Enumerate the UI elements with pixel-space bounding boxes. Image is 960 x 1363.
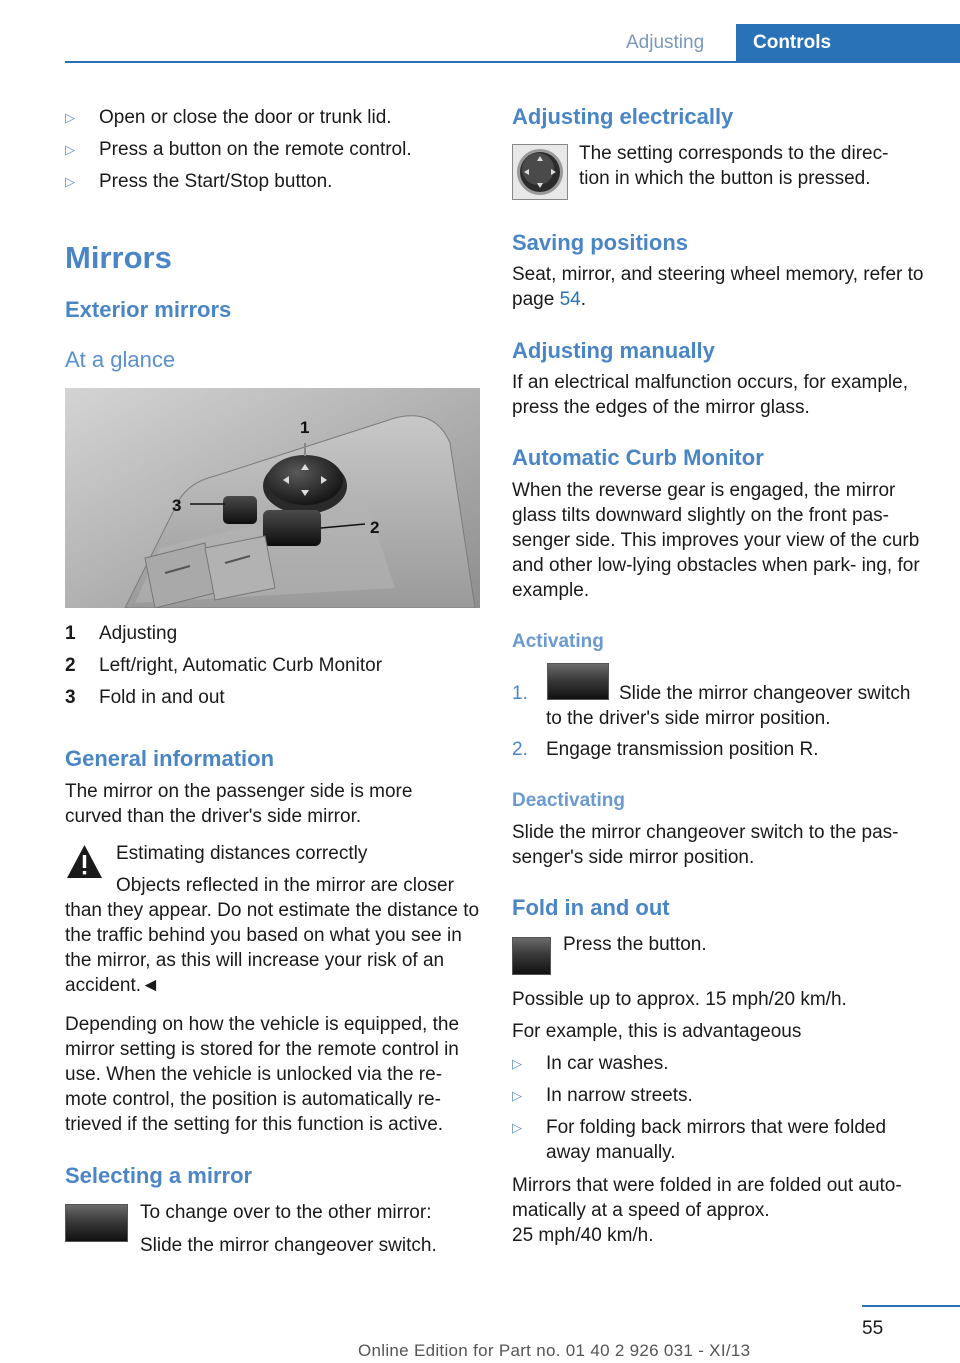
list-item: ▷ In narrow streets. <box>512 1085 693 1106</box>
intro-bullet-list <box>65 105 485 201</box>
general-info-text: The mirror on the passenger side is more curved than the driver's side mirror. <box>65 781 413 827</box>
possible-text: Possible up to approx. 15 mph/20 km/h. <box>512 989 847 1010</box>
warning-line: Objects reflected in the mirror are closer <box>116 875 454 896</box>
deactivating-text: Slide the mirror changeover switch to the pas‐ senger's side mirror position. <box>512 822 899 868</box>
warning-title: Estimating distances correctly <box>116 843 368 864</box>
saving-positions-text: Seat, mirror, and steering wheel memory, refer to page 54. <box>512 264 924 310</box>
deactivating-title: Deactivating <box>512 790 625 811</box>
list-item: ▷ For folding back mirrors that were folded away manually. <box>512 1117 887 1163</box>
fold-title: Fold in and out <box>512 895 670 920</box>
subsection-title: At a glance <box>65 347 176 372</box>
selecting-text: To change over to the other mirror: <box>140 1202 432 1223</box>
fold-button-icon <box>512 937 551 975</box>
triangle-bullet-icon: ▷ <box>65 174 75 189</box>
mirror-changeover-switch-icon <box>65 1204 128 1242</box>
header-tab-controls: Controls <box>736 24 960 62</box>
header-rule <box>65 61 960 63</box>
legend-item: 2 Left/right, Automatic Curb Monitor <box>65 655 383 676</box>
section-title: Exterior mirrors <box>65 297 232 322</box>
page-number: 55 <box>862 1318 884 1339</box>
mirror-controls-figure <box>65 388 480 608</box>
adjusting-electrically-title: Adjusting electrically <box>512 104 734 129</box>
header-section: Adjusting <box>626 32 705 53</box>
activating-step-text: Engage transmission position R. <box>546 739 819 760</box>
list-item: ▷ Press a button on the remote control. <box>65 139 412 160</box>
selecting-text: Slide the mirror changeover switch. <box>140 1235 437 1256</box>
page-link-54[interactable]: 54 <box>559 289 581 310</box>
depending-text: Depending on how the vehicle is equipped, the mirror setting is stored for the remote control in use. When the vehicle is unlocked via the re‐ mote control, the position is automatically re‐ trieved if the setting for this function is active. <box>65 1014 460 1135</box>
triangle-bullet-icon: ▷ <box>65 142 75 157</box>
list-item: ▷ Open or close the door or trunk lid. <box>65 107 392 128</box>
footer-rule <box>862 1305 960 1307</box>
mirror-adjust-button-icon <box>512 144 568 200</box>
curb-monitor-title: Automatic Curb Monitor <box>512 445 764 470</box>
folded-out-text: Mirrors that were folded in are folded out auto‐ matically at a speed of approx. <box>512 1175 902 1221</box>
adjusting-manually-text: If an electrical malfunction occurs, for example, press the edges of the mirror glass. <box>512 372 909 418</box>
activating-title: Activating <box>512 631 604 652</box>
footer-edition: Online Edition for Part no. 01 40 2 926 031 - XI/13 <box>358 1341 751 1360</box>
saving-positions-title: Saving positions <box>512 230 689 255</box>
warning-icon <box>65 842 104 882</box>
page-title: Mirrors <box>65 240 172 275</box>
figure-label-3: 3 <box>172 496 182 515</box>
triangle-bullet-icon: ▷ <box>512 1120 522 1135</box>
list-item: ▷ In car washes. <box>512 1053 669 1074</box>
adjusting-manually-title: Adjusting manually <box>512 338 715 363</box>
curb-monitor-text: When the reverse gear is engaged, the mirror glass tilts downward slightly on the front pas‐ senger side. This improves your view of the curb and other low-lying obstacles when park‐ ing, for example. <box>512 480 920 601</box>
example-text: For example, this is advantageous <box>512 1021 802 1042</box>
list-item: ▷ Press the Start/Stop button. <box>65 171 333 192</box>
step-number: 1. <box>512 683 528 704</box>
warning-text: than they appear. Do not estimate the distance to the traffic behind you based on what you see in the mirror, as this will increase your risk of an accident.◄ <box>65 900 480 996</box>
legend-item: 1 Adjusting <box>65 623 178 644</box>
general-info-title: General information <box>65 746 275 771</box>
fold-bullet-list <box>512 1051 932 1172</box>
adjusting-electrically-text: The setting corresponds to the direc‐ tion in which the button is pressed. <box>579 143 889 189</box>
figure-legend <box>65 621 485 717</box>
selecting-mirror-title: Selecting a mirror <box>65 1163 253 1188</box>
folded-out-speed: 25 mph/40 km/h. <box>512 1225 654 1246</box>
triangle-bullet-icon: ▷ <box>512 1056 522 1071</box>
activating-step-text: Slide the mirror changeover switch to the driver's side mirror position. <box>546 683 911 729</box>
triangle-bullet-icon: ▷ <box>512 1088 522 1103</box>
figure-label-2: 2 <box>370 518 380 537</box>
fold-text: Press the button. <box>563 934 707 955</box>
figure-label-1: 1 <box>300 418 310 437</box>
triangle-bullet-icon: ▷ <box>65 110 75 125</box>
step-number: 2. <box>512 739 528 760</box>
legend-item: 3 Fold in and out <box>65 687 225 708</box>
